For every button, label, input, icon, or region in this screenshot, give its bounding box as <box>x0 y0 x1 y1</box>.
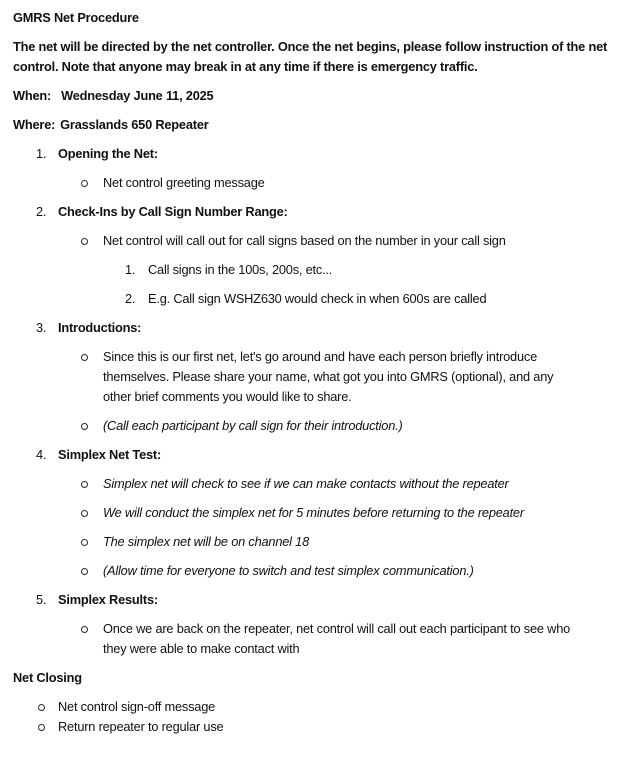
bullet-item <box>13 416 609 436</box>
list-item-simplex-net-test <box>13 445 609 465</box>
when-label: When: <box>13 88 52 103</box>
closing-bullet-item <box>13 697 609 717</box>
sub-item-text: E.g. Call sign WSHZ630 would check in when 600s are called <box>148 291 487 306</box>
bullet-text: We will conduct the simplex net for 5 minutes before returning to the repeater <box>103 505 524 520</box>
document-title: GMRS Net Procedure <box>13 10 139 25</box>
net-closing-heading: Net Closing <box>13 670 82 685</box>
bullet-item <box>13 474 609 494</box>
list-number: 5. <box>36 592 47 607</box>
list-item-simplex-results <box>13 590 609 610</box>
bullet-item <box>13 532 609 552</box>
sub-list-item <box>13 260 609 280</box>
list-number: 2. <box>125 291 136 306</box>
list-item-heading: Simplex Net Test: <box>58 447 162 462</box>
list-number: 4. <box>36 447 47 462</box>
where-line <box>13 115 609 135</box>
where-label: Where: <box>13 117 56 132</box>
where-value: Grasslands 650 Repeater <box>60 117 209 132</box>
list-item-heading: Simplex Results: <box>58 592 158 607</box>
bullet-text: (Call each participant by call sign for their introduction.) <box>103 418 403 433</box>
bullet-text: Net control will call out for call signs based on the number in your call sign <box>103 233 506 248</box>
list-item-heading: Opening the Net: <box>58 146 158 161</box>
intro-paragraph: The net will be directed by the net controller. Once the net begins, please follow instruction of the net control. Note that anyone may break in at any time if there is emergency traffic. <box>13 39 608 74</box>
circle-bullet-icon <box>81 423 88 430</box>
sub-list-item <box>13 289 609 309</box>
bullet-text: Simplex net will check to see if we can make contacts without the repeater <box>103 476 509 491</box>
bullet-item <box>13 231 609 251</box>
bullet-item <box>13 619 609 659</box>
circle-bullet-icon <box>81 568 88 575</box>
list-number: 1. <box>36 146 47 161</box>
bullet-text: (Allow time for everyone to switch and test simplex communication.) <box>103 563 474 578</box>
circle-bullet-icon <box>81 354 88 361</box>
circle-bullet-icon <box>81 510 88 517</box>
circle-bullet-icon <box>81 481 88 488</box>
list-item-opening-the-net <box>13 144 609 164</box>
bullet-text: The simplex net will be on channel 18 <box>103 534 310 549</box>
sub-item-text: Call signs in the 100s, 200s, etc... <box>148 262 333 277</box>
bullet-text: Net control greeting message <box>103 175 265 190</box>
bullet-text: Once we are back on the repeater, net control will call out each participant to see who they were able to make contact with <box>103 621 571 656</box>
closing-bullet-text: Net control sign-off message <box>58 699 216 714</box>
when-line <box>13 86 609 106</box>
list-item-introductions <box>13 318 609 338</box>
list-number: 2. <box>36 204 47 219</box>
bullet-text: Since this is our first net, let's go around and have each person briefly introduce themselves. Please share your name, what got you into GMRS (optional), and any other brief comments you would like to share. <box>103 349 554 404</box>
bullet-item <box>13 503 609 523</box>
bullet-item <box>13 561 609 581</box>
bullet-item <box>13 173 609 193</box>
circle-bullet-icon <box>38 704 45 711</box>
circle-bullet-icon <box>81 626 88 633</box>
when-value: Wednesday June 11, 2025 <box>61 88 214 103</box>
list-item-heading: Check-Ins by Call Sign Number Range: <box>58 204 288 219</box>
list-number: 3. <box>36 320 47 335</box>
list-item-check-ins <box>13 202 609 222</box>
list-number: 1. <box>125 262 136 277</box>
bullet-item <box>13 347 609 407</box>
circle-bullet-icon <box>81 180 88 187</box>
circle-bullet-icon <box>81 539 88 546</box>
closing-bullet-item <box>13 717 609 737</box>
closing-bullet-text: Return repeater to regular use <box>58 719 224 734</box>
circle-bullet-icon <box>81 238 88 245</box>
circle-bullet-icon <box>38 724 45 731</box>
list-item-heading: Introductions: <box>58 320 142 335</box>
